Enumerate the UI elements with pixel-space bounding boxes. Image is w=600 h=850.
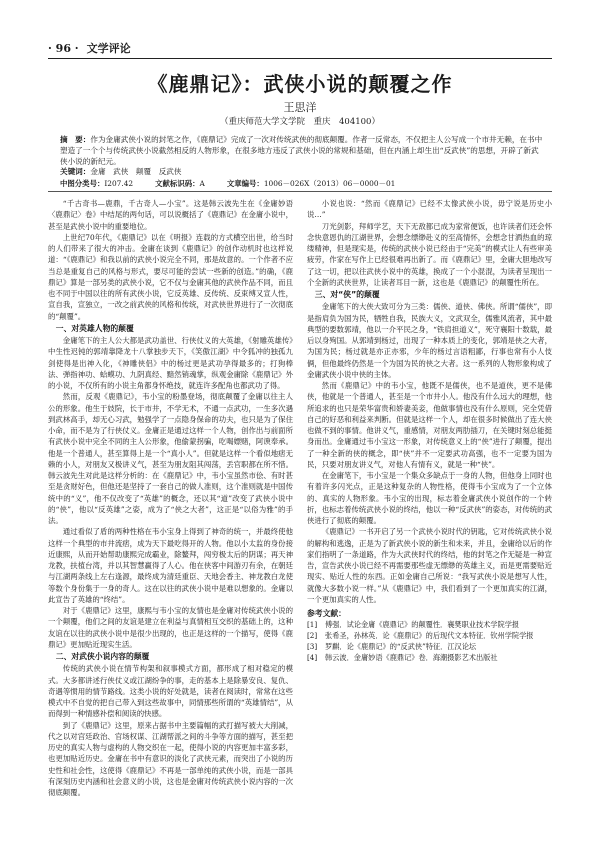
document-code: [155, 178, 205, 189]
doc-label: 文献标识码：: [155, 179, 200, 188]
section-heading: 三、对“侠”的颠覆: [314, 290, 380, 299]
reference-text: 韩云波．金庸妙语《鹿鼎记》卷．海潮摄影艺术出版社: [325, 653, 498, 663]
journal-section: 文学评论: [86, 42, 131, 55]
keywords-text: 金庸 武侠 颠覆 反武侠: [90, 167, 182, 176]
reference-text: 张希圣，孙林英．论《鹿鼎记》的后现代文本特征．钦州学院学报: [325, 631, 534, 641]
page-number: · 96 ·: [48, 41, 79, 55]
keywords: [60, 166, 544, 177]
body-paragraph: 到了《鹿鼎记》这里，原来占据书中主要篇幅的武打描写被大大削减，代之以对宫廷政治、官场权谋、江湖帮派之间的斗争等方面的描写，甚至把历史的真实人物与虚构的人物交织在一起，使得小说的内容更加丰富多彩，也更加贴近历史。金庸在书中有意识的淡化了武侠元素，而突出了小说的历史性和社会性，这使得《鹿鼎记》不再是一部单纯的武侠小说，而是一部具有深刻历史内涵和社会意义的小说，这也是金庸对传统武侠小说内容的一次彻底颠覆。: [48, 720, 293, 797]
body-column-left: [48, 198, 293, 798]
header-rule: [48, 58, 552, 59]
abstract-label: 摘 要：: [60, 135, 91, 144]
body-paragraph: 然而，反观《鹿鼎记》，韦小宝的粉墨登场，彻底颠覆了金庸以往主人公的形象。他生于妓院，长于市井，不学无术，不通一点武功，一生多次遇到武林高手，却无心习武，勉强学了一点隐身保命的功夫，也只是为了保住小命，而不是为了行侠仗义。金庸正是通过这样一个人物，创作出与前面所有武侠小说中完全不同的主人公形象，他偷蒙拐骗，吃喝嫖赌，阿谀奉承。他是一个普通人，甚至算得上是一个“真小人”。但就是这样一个看似地痞无赖的小人，对朋友又极讲义气，甚至为朋友阻其闯荡，丢官职都在所不惜。韩云波先生对此是这样分析的：在《鹿鼎记》中，韦小宝虽然市侩、有时甚至是贪财好色，但他还是坚持了一套自己的做人准则，这个准则就是中国传统中的“义”，他不仅改变了“英雄”的概念，还以其“道”改变了武侠小说中的“侠”，他以“反英雄”之姿，成为了“侠之大者”，这正是“以俗为雅”的手法。: [48, 392, 293, 525]
reference-text: 傅强．试论金庸《鹿鼎记》的颠覆性．襄樊职业技术学院学报: [325, 620, 520, 630]
clc-number: [60, 178, 133, 189]
body-paragraph: 然而《鹿鼎记》中的韦小宝，他既不是儒侠，也不是道侠，更不是佛侠，他就是一个普通人，甚至是一个市井小人。他没有什么远大的理想，他所追求的也只是荣华富贵和娇妻美妾，他做事情也没有什么原则，完全凭借自己的好恶和利益来判断。但就是这样一个人，却在很多时候做出了连大侠也做不到的事情。他讲义气，重感情，对朋友两肋插刀，在关键时刻总能挺身而出。金庸通过韦小宝这一形象，对传统意义上的“侠”进行了颠覆，提出了一种全新的侠的概念，即“侠”并不一定要武功高强，也不一定要为国为民，只要对朋友讲义气，对他人有情有义，就是一种“侠”。: [307, 381, 552, 469]
reference-text: 罗麒．论《鹿鼎记》的“反武侠”特征．江汉论坛: [325, 642, 477, 652]
body-paragraph: “千古奇书—鹿鼎，千古奇人—小宝”。这是韩云波先生在《金庸妙语〈鹿鼎记〉卷》中结尾的两句话，可以说概括了《鹿鼎记》在金庸小说中，甚至是武侠小说中的重要地位。: [48, 199, 293, 231]
abstract-text: 作为金庸武侠小说的封笔之作，《鹿鼎记》完成了一次对传统武侠的彻底颠覆。作者一反常态，不仅把主人公写成一个市井无赖，在书中塑造了一个个与传统武侠小说截然相反的人物形象，在很多地方违反了武侠小说的常规和基础，但在内涵上却生出“反武侠”的思想，开辟了新武侠小说的新纪元。: [60, 135, 543, 167]
body-paragraph: 《鹿鼎记》一书开启了另一个武侠小说时代的钥匙，它对传统武侠小说的解构和逃逸，正是为了新武侠小说的新生和未来，并且，金庸给以后的作家们指明了一条道路，作为大武侠时代的终结，他的封笔之作无疑是一种宣告，宣告武侠小说已经不再需要那些虚无缥缈的英雄主义，而是更需要贴近现实、贴近人性的东西。正如金庸自己所说：“我写武侠小说是想写人性，就像大多数小说一样。”从《鹿鼎记》中，我们看到了一个更加真实的江湖，一个更加真实的人性。: [307, 527, 552, 604]
references-title: 参考文献：: [307, 609, 346, 618]
article-title: 《鹿鼎记》：武侠小说的颠覆之作: [147, 72, 453, 96]
meta-rule: [48, 191, 552, 192]
classification-line: [60, 178, 544, 189]
body-paragraph: 金庸笔下的主人公大都是武功盖世、行侠仗义的大英雄，《射雕英雄传》中生性迟钝的郭靖靠降龙十八掌独步天下，《笑傲江湖》中令狐冲的独孤九剑使得是出神入化，《神雕侠侣》中的杨过更是武功孕得最多的；打狗棒法、弹指神功、蛤蟆功、九阴真经、黯然销魂掌，纵观金庸除《鹿鼎记》外的小说，不仅所有的小说主角都身怀绝技，就连许多配角也都武功了得。: [48, 336, 293, 390]
body-paragraph: 传统的武侠小说在情节构架和叙事模式方面，都形成了相对稳定的模式。大多都讲述行侠仗义或江湖纷争的事，走的基本上是除暴安良、复仇、奇遇等惯用的情节路线。这类小说的好处就是，读者在阅读时，常常在这些模式中不自觉的把自己带入到这些故事中，同情那些所谓的“英雄情结”，从而得到一种情感补偿和阅读的快感。: [48, 664, 293, 719]
section-heading: 二、对武侠小说内容的颠覆: [55, 652, 150, 661]
body-paragraph: 在金庸笔下，韦小宝是一个集众多缺点于一身的人物，但他身上同时也有着许多闪光点，正是这种复杂的人物性格，使得韦小宝成为了一个立体的、真实的人物形象。韦小宝的出现，标志着金庸武侠小说创作的一个转折，也标志着传统武侠小说的终结，他以一种“反武侠”的姿态，对传统的武侠进行了彻底的颠覆。: [307, 471, 552, 525]
article-number: [227, 178, 396, 189]
clc-value: I207.42: [104, 179, 134, 188]
abstract: [60, 134, 544, 168]
body-paragraph: 刀光剑影，拜师学艺，天下无敌都已成为家常便饭，也许读者们还会怀念快意恩仇的江湖世界，会想念缥缈赴义的至高情怀，会想念甘洒热血的琼缕精神，但是现实是，传统的武侠小说已经由于“完美”的模式让人有些审美疲劳，作家在写作上已经很难再出新了。而《鹿鼎记》里，金庸大胆地改写了这一切，把以往武侠小说中的英雄，换成了一个小混混，为读者呈现出一个全新的武侠世界，让读者耳目一新，这也是《鹿鼎记》的颠覆性所在。: [307, 221, 552, 287]
reference-item: [307, 619, 552, 630]
id-value: 1006－026X（2013）06－0000－01: [263, 179, 396, 188]
section-heading: 一、对英雄人物的颠覆: [55, 323, 134, 333]
reference-number: [2]: [307, 631, 318, 641]
body-paragraph: 通过看似了盾的两种性格在韦小宝身上得到了神奇的统一，并最终使他这样一个典型的市井流痞，成为天下最吃得开的人物。他以小太监的身份接近康熙，从而开始帮助康熙完成霸业，除鳌拜，闯穷极太后的阴谋；再天神龙教，扶植台湾，并以其智慧赢得了人心。他在侠客中间游刃有余，在朝廷与江湖两条线上左右逢源，最终成为清廷重臣、天地会香主、神龙教白龙使等数个身份集于一身的奇人。这在以往的武侠小说中是难以想象的。金庸以此宣告了英雄的“终结”。: [48, 527, 293, 604]
reference-item: [307, 641, 552, 652]
body-paragraph: 小说也说：“然而《鹿鼎记》已经不太像武侠小说，毋宁说是历史小说…”: [307, 199, 552, 220]
body-paragraph: 对于《鹿鼎记》这里，康熙与韦小宝的友情也是金庸对传统武侠小说的一个颠覆，他们之间的友谊是建立在利益与真情相互交织的基础上的，这种友谊在以往的武侠小说中是很少出现的，也正是这样的一个描写，使得《鹿鼎记》更加贴近现实生活。: [48, 606, 293, 649]
keywords-label: 关键词：: [60, 167, 91, 176]
body-paragraph: 上世纪70年代，《鹿鼎记》以在《明报》连载的方式横空出世，给当时的人们带来了很大的冲击。金庸在谈到《鹿鼎记》的创作动机时也这样说道：“《鹿鼎记》和我以前的武侠小说完全不同，那是故意的。一个作者不应当总是重复自己的风格与形式，要尽可能的尝试一些新的创造。”的确，《鹿鼎记》算是一部另类的武侠小说，它不仅与金庸其他的武侠作品不同，而且也不同于中国以往的所有武侠小说，它反英雄、反传统、反束缚又宣人性，宣自我，宣独立，一改之前武侠的风格和传统，对武侠世界进行了一次彻底的“颠覆”。: [48, 232, 293, 321]
author-affiliation: （重庆师范大学文学院 重庆 404100）: [220, 117, 380, 127]
clc-label: 中图分类号：: [60, 179, 105, 188]
id-label: 文章编号：: [226, 179, 264, 188]
reference-number: [1]: [307, 620, 318, 630]
doc-value: A: [199, 179, 205, 188]
running-header: [48, 40, 552, 56]
reference-item: [307, 630, 552, 641]
reference-number: [4]: [307, 653, 318, 663]
body-paragraph: 金庸笔下的大侠大致可分为三类：儒侠、道侠、佛侠。所谓“儒侠”，即是指肩负为国为民，牺牲自我，民族大义，文武双全，儒雅风流者，其中最典型的要数郭靖，他以一介平民之身，“铁肩担道义”，死守襄阳十数载，最后以身殉国。从郭靖到杨过，出现了一种本质上的变化，郭靖是侠之大者，为国为民；杨过就是亦正亦邪，少年的杨过言语粗鄙，行事也常有小人伎俩，但他最终仍然是一个为国为民的侠之大者。这一系列的人物形象构成了金庸武侠小说中侠的主体。: [307, 302, 552, 379]
article-author: 王思洋: [283, 101, 317, 114]
reference-number: [3]: [307, 642, 318, 652]
body-column-right: [307, 198, 552, 798]
reference-item: [307, 652, 552, 663]
